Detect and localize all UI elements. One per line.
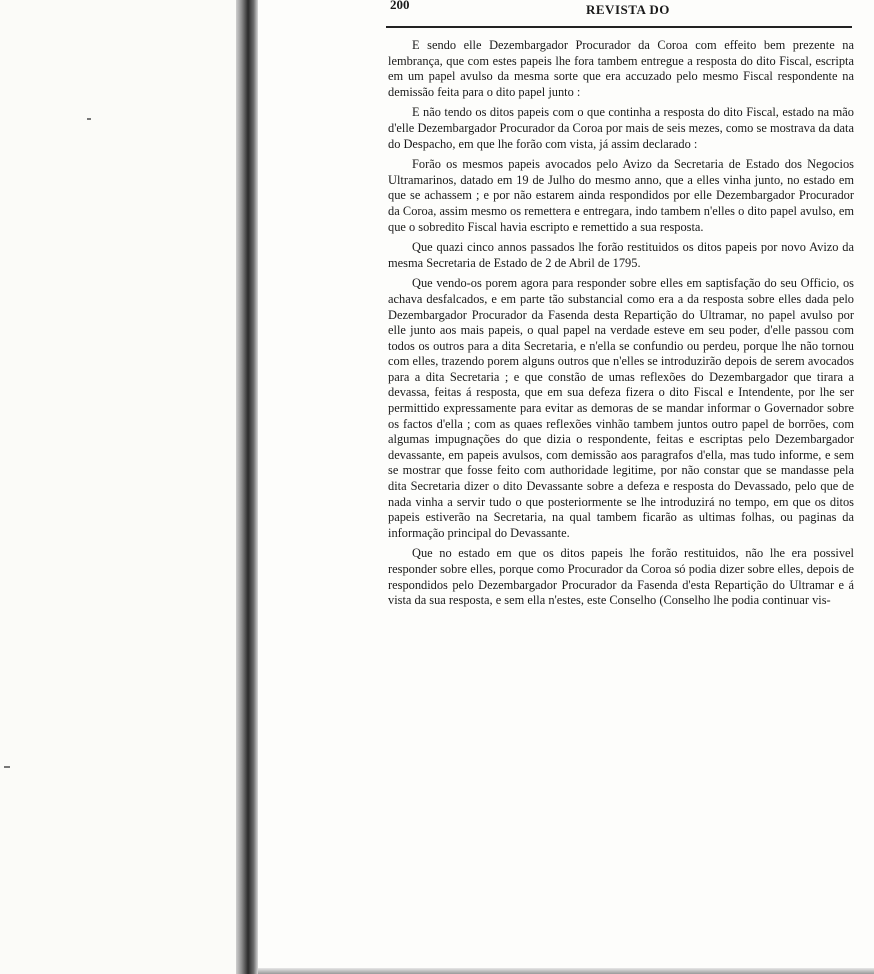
running-head: REVISTA DO <box>586 2 670 17</box>
page-header <box>386 0 852 28</box>
paragraph: Que no estado em que os ditos papeis lhe forão restituidos, não lhe era possivel responder sobre elles, porque como Procurador da Coroa só podia dizer sobre elles, depois de respondidos pelo Dezembargador Procurador da Fasenda d'esta Repartição do Ultramar e á vista da sua resposta, e sem ella n'estes, este Conselho (Conselho lhe podia continuar vis- <box>388 546 854 608</box>
ink-speck <box>4 766 10 768</box>
page-bottom-edge <box>258 968 874 974</box>
page-number: 200 <box>390 0 410 12</box>
paragraph: Forão os mesmos papeis avocados pelo Avizo da Secretaria de Estado dos Negocios Ultramarinos, datado em 19 de Julho do mesmo anno, que a elles vinha junto, no estado em que se achassem ; e por não estarem ainda respondidos por elle Dezembargador Procurador da Coroa, assim mesmo os remettera e entregara, indo tambem n'elles o dito papel avulso, em que o sobredito Fiscal havia escripto e remettido a sua resposta. <box>388 157 854 234</box>
paragraph: E não tendo os ditos papeis com o que continha a resposta do dito Fiscal, estado na mão d'elle Dezembargador Procurador da Coroa por mais de seis mezes, como se mostrava da data do Despacho, em que lhe forão com vista, já assim declarado : <box>388 105 854 151</box>
left-page-margin <box>0 0 236 974</box>
paragraph: Que vendo-os porem agora para responder sobre elles em saptisfação do seu Officio, os achava desfalcados, e em parte tão substancial como era a da resposta sobre elles dada pelo Dezembargador Procurador da Fasenda desta Repartição do Ultramar, no papel avulso por elle junto aos mais papeis, o qual papel na verdade esteve em seu poder, d'elle passou com todos os outros para a dita Secretaria, e n'ella se confundio ou perdeu, porque lhe não tornou com elles, trazendo porem alguns outros que n'elles se introduzirão depois de serem avocados para a dita Secretaria ; e que constão de umas reflexões do Dezembargador que tirara a devassa, feitas á resposta, que em sua defeza fizera o dito Fiscal e Intendente, por lhe ser permittido expressamente para evitar as demoras de se mandar informar o Governador sobre os factos d'ella ; com as quaes reflexões vinhão tambem juntos outro papel de borrões, com algumas impugnações do que dizia o respondente, feitas e escriptas pelo Dezembargador devassante, em papeis avulsos, com demissão aos paragrafos d'ella, mas tudo informe, e sem se mostrar que fosse feito com authoridade legitime, por não constar que se mandasse pela dita Secretaria dizer o dito Devassante sobre a defeza e resposta do Devassado, pelo que de nada vinha a servir tudo o que posteriormente se lhe introduzirá no tempo, em que os ditos papeis estiverão na Secretaria, na qual tambem ficarão as ultimas folhas, ou paginas da informação principal do Devassante. <box>388 276 854 540</box>
paragraph: E sendo elle Dezembargador Procurador da Coroa com effeito bem prezente na lembrança, que com estes papeis lhe fora tambem entregue a resposta do dito Fiscal, escripta em um papel avulso da mesma sorte que era accuzado pelo mesmo Fiscal respondente na demissão feita para o dito papel junto : <box>388 38 854 99</box>
book-gutter <box>236 0 258 974</box>
ink-speck <box>87 118 91 120</box>
paragraph: Que quazi cinco annos passados lhe forão restituidos os ditos papeis por novo Avizo da mesma Secretaria de Estado de 2 de Abril de 1795. <box>388 240 854 270</box>
text-column <box>388 38 854 614</box>
